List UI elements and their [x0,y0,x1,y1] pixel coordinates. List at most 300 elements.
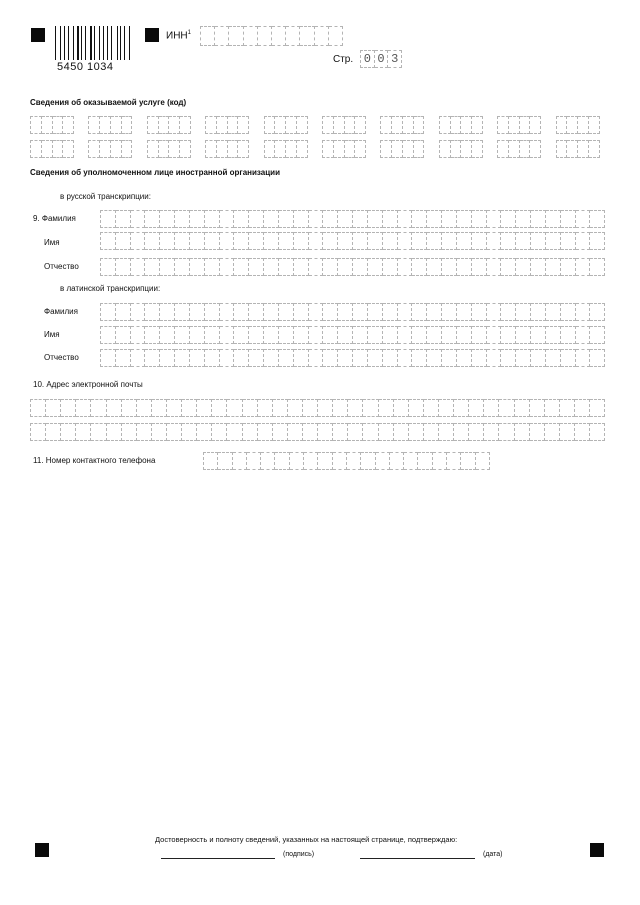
surname-ru-input-line-2[interactable] [100,232,605,250]
service-code-cell[interactable] [509,116,520,134]
service-code-cell[interactable] [217,140,228,158]
email-char-cell[interactable] [469,423,484,441]
email-char-cell[interactable] [590,423,605,441]
service-code-cell[interactable] [297,140,308,158]
name-char-cell[interactable] [546,258,561,276]
email-char-cell[interactable] [288,399,303,417]
name-char-cell[interactable] [353,303,368,321]
name-char-cell[interactable] [338,326,353,344]
name-char-cell[interactable] [100,258,116,276]
inn-cell[interactable] [286,26,300,46]
email-char-cell[interactable] [152,423,167,441]
name-char-cell[interactable] [398,303,413,321]
name-char-cell[interactable] [205,210,220,228]
service-code-group[interactable] [147,140,191,158]
phone-char-cell[interactable] [261,452,275,470]
email-char-cell[interactable] [122,423,137,441]
service-code-group[interactable] [322,140,366,158]
service-code-cell[interactable] [403,116,414,134]
service-code-cell[interactable] [205,140,217,158]
name-char-cell[interactable] [249,326,264,344]
service-code-cell[interactable] [275,140,286,158]
name-char-cell[interactable] [145,303,160,321]
service-code-cell[interactable] [509,140,520,158]
email-char-cell[interactable] [348,423,363,441]
inn-cell[interactable] [229,26,243,46]
name-char-cell[interactable] [353,210,368,228]
name-char-cell[interactable] [279,210,294,228]
email-char-cell[interactable] [499,399,514,417]
name-char-cell[interactable] [442,210,457,228]
name-char-cell[interactable] [472,326,487,344]
email-char-cell[interactable] [560,399,575,417]
name-char-cell[interactable] [205,326,220,344]
email-char-cell[interactable] [545,423,560,441]
service-code-cell[interactable] [414,140,425,158]
name-char-cell[interactable] [516,326,531,344]
email-char-cell[interactable] [258,399,273,417]
patronymic-lat-input[interactable] [100,349,605,367]
name-char-cell[interactable] [338,210,353,228]
email-char-cell[interactable] [91,399,106,417]
email-char-cell[interactable] [61,399,76,417]
name-char-cell[interactable] [220,349,235,367]
name-lat-input[interactable] [100,326,605,344]
email-char-cell[interactable] [303,399,318,417]
service-code-cell[interactable] [147,140,159,158]
surname-ru-input[interactable] [100,210,605,228]
name-char-cell[interactable] [294,210,309,228]
service-code-cell[interactable] [439,140,451,158]
service-code-cell[interactable] [392,116,403,134]
name-char-cell[interactable] [561,210,576,228]
name-char-cell[interactable] [116,349,131,367]
name-char-cell[interactable] [100,303,116,321]
email-char-cell[interactable] [76,399,91,417]
email-char-cell[interactable] [575,399,590,417]
name-char-cell[interactable] [249,232,264,250]
service-code-cell[interactable] [322,140,334,158]
name-char-cell[interactable] [383,303,398,321]
email-char-cell[interactable] [424,399,439,417]
name-char-cell[interactable] [131,210,146,228]
name-char-cell[interactable] [160,349,175,367]
email-char-cell[interactable] [46,423,61,441]
name-char-cell[interactable] [294,303,309,321]
service-code-cell[interactable] [556,116,568,134]
service-code-cell[interactable] [42,140,53,158]
name-char-cell[interactable] [205,258,220,276]
name-char-cell[interactable] [590,258,605,276]
email-char-cell[interactable] [575,423,590,441]
phone-char-cell[interactable] [247,452,261,470]
name-char-cell[interactable] [561,303,576,321]
email-char-cell[interactable] [515,399,530,417]
name-char-cell[interactable] [160,303,175,321]
name-char-cell[interactable] [338,232,353,250]
name-char-cell[interactable] [590,349,605,367]
service-code-cell[interactable] [286,116,297,134]
service-code-cell[interactable] [380,116,392,134]
inn-cell[interactable] [300,26,314,46]
service-code-cell[interactable] [63,116,74,134]
service-code-cell[interactable] [264,140,276,158]
name-char-cell[interactable] [516,210,531,228]
name-char-cell[interactable] [190,326,205,344]
email-char-cell[interactable] [182,423,197,441]
service-code-cell[interactable] [297,116,308,134]
name-char-cell[interactable] [590,326,605,344]
name-char-cell[interactable] [100,232,116,250]
name-char-cell[interactable] [116,210,131,228]
service-code-group[interactable] [147,116,191,134]
name-char-cell[interactable] [234,258,249,276]
name-char-cell[interactable] [412,210,427,228]
name-char-cell[interactable] [561,258,576,276]
service-code-cell[interactable] [403,140,414,158]
name-char-cell[interactable] [145,349,160,367]
name-char-cell[interactable] [205,349,220,367]
inn-cell[interactable] [272,26,286,46]
name-char-cell[interactable] [220,258,235,276]
name-char-cell[interactable] [472,210,487,228]
service-code-cell[interactable] [461,116,472,134]
name-char-cell[interactable] [590,303,605,321]
service-code-cell[interactable] [111,140,122,158]
email-char-cell[interactable] [46,399,61,417]
name-char-cell[interactable] [264,349,279,367]
name-char-cell[interactable] [398,258,413,276]
name-char-cell[interactable] [309,349,324,367]
name-char-cell[interactable] [516,258,531,276]
email-char-cell[interactable] [318,423,333,441]
phone-char-cell[interactable] [233,452,247,470]
name-char-cell[interactable] [383,232,398,250]
service-code-cell[interactable] [53,140,64,158]
name-char-cell[interactable] [249,303,264,321]
name-char-cell[interactable] [457,210,472,228]
service-code-cell[interactable] [589,140,600,158]
service-code-cell[interactable] [589,116,600,134]
email-char-cell[interactable] [273,423,288,441]
service-code-group[interactable] [205,116,249,134]
name-char-cell[interactable] [175,258,190,276]
service-code-group[interactable] [556,116,600,134]
name-char-cell[interactable] [412,258,427,276]
service-code-cell[interactable] [217,116,228,134]
email-char-cell[interactable] [560,423,575,441]
name-char-cell[interactable] [501,326,516,344]
name-char-cell[interactable] [249,258,264,276]
name-char-cell[interactable] [116,232,131,250]
name-char-cell[interactable] [145,326,160,344]
name-char-cell[interactable] [323,326,338,344]
phone-char-cell[interactable] [275,452,289,470]
name-char-cell[interactable] [190,303,205,321]
name-char-cell[interactable] [116,258,131,276]
service-code-cell[interactable] [578,116,589,134]
name-char-cell[interactable] [457,349,472,367]
name-char-cell[interactable] [516,349,531,367]
patronymic-ru-input[interactable] [100,258,605,276]
email-char-cell[interactable] [590,399,605,417]
service-code-group[interactable] [439,116,483,134]
inn-cell[interactable] [200,26,215,46]
service-code-group[interactable] [30,140,74,158]
email-char-cell[interactable] [273,399,288,417]
name-char-cell[interactable] [294,232,309,250]
name-char-cell[interactable] [309,210,324,228]
service-code-cell[interactable] [88,140,100,158]
name-char-cell[interactable] [576,210,591,228]
email-char-cell[interactable] [515,423,530,441]
name-char-cell[interactable] [131,349,146,367]
name-char-cell[interactable] [531,258,546,276]
name-char-cell[interactable] [309,303,324,321]
name-char-cell[interactable] [516,303,531,321]
name-char-cell[interactable] [427,303,442,321]
name-char-cell[interactable] [457,326,472,344]
name-char-cell[interactable] [234,303,249,321]
service-code-cell[interactable] [520,140,531,158]
phone-char-cell[interactable] [476,452,490,470]
name-char-cell[interactable] [323,349,338,367]
name-char-cell[interactable] [472,303,487,321]
name-char-cell[interactable] [590,210,605,228]
service-code-cell[interactable] [334,140,345,158]
phone-char-cell[interactable] [461,452,475,470]
email-char-cell[interactable] [363,423,378,441]
service-code-cell[interactable] [53,116,64,134]
service-code-cell[interactable] [567,140,578,158]
name-char-cell[interactable] [338,258,353,276]
name-char-cell[interactable] [131,326,146,344]
email-char-cell[interactable] [137,399,152,417]
email-char-cell[interactable] [439,423,454,441]
email-char-cell[interactable] [333,423,348,441]
service-code-group[interactable] [556,140,600,158]
email-char-cell[interactable] [469,399,484,417]
email-char-cell[interactable] [545,399,560,417]
name-char-cell[interactable] [234,210,249,228]
service-code-cell[interactable] [472,116,483,134]
name-char-cell[interactable] [442,326,457,344]
name-char-cell[interactable] [383,210,398,228]
email-char-cell[interactable] [227,399,242,417]
service-code-cell[interactable] [451,140,462,158]
email-char-cell[interactable] [243,423,258,441]
name-char-cell[interactable] [131,258,146,276]
email-char-cell[interactable] [333,399,348,417]
email-char-cell[interactable] [122,399,137,417]
service-code-cell[interactable] [392,140,403,158]
service-code-cell[interactable] [414,116,425,134]
inn-input[interactable] [200,26,343,46]
email-char-cell[interactable] [530,399,545,417]
name-char-cell[interactable] [472,258,487,276]
service-code-cell[interactable] [286,140,297,158]
name-char-cell[interactable] [175,349,190,367]
name-char-cell[interactable] [234,326,249,344]
inn-cell[interactable] [244,26,258,46]
service-code-cell[interactable] [530,116,541,134]
service-code-cell[interactable] [63,140,74,158]
service-code-cell[interactable] [520,116,531,134]
email-char-cell[interactable] [107,423,122,441]
email-char-cell[interactable] [409,423,424,441]
phone-char-cell[interactable] [390,452,404,470]
email-char-cell[interactable] [152,399,167,417]
name-char-cell[interactable] [264,303,279,321]
name-char-cell[interactable] [160,326,175,344]
name-char-cell[interactable] [531,232,546,250]
name-char-cell[interactable] [531,349,546,367]
email-char-cell[interactable] [76,423,91,441]
name-char-cell[interactable] [487,232,502,250]
email-char-cell[interactable] [167,399,182,417]
service-code-cell[interactable] [578,140,589,158]
name-char-cell[interactable] [279,258,294,276]
name-char-cell[interactable] [294,258,309,276]
service-code-cell[interactable] [180,116,191,134]
service-code-cell[interactable] [567,116,578,134]
name-char-cell[interactable] [576,326,591,344]
name-char-cell[interactable] [160,258,175,276]
name-char-cell[interactable] [279,326,294,344]
name-char-cell[interactable] [294,349,309,367]
phone-char-cell[interactable] [318,452,332,470]
service-code-cell[interactable] [334,116,345,134]
name-char-cell[interactable] [546,232,561,250]
service-code-cell[interactable] [169,116,180,134]
email-char-cell[interactable] [499,423,514,441]
email-char-cell[interactable] [30,399,46,417]
email-char-cell[interactable] [197,399,212,417]
name-char-cell[interactable] [501,210,516,228]
name-char-cell[interactable] [175,232,190,250]
name-char-cell[interactable] [323,210,338,228]
service-code-cell[interactable] [159,140,170,158]
name-char-cell[interactable] [353,258,368,276]
name-char-cell[interactable] [472,232,487,250]
name-char-cell[interactable] [131,303,146,321]
date-line[interactable] [360,858,475,859]
name-char-cell[interactable] [412,349,427,367]
email-char-cell[interactable] [394,423,409,441]
service-code-group[interactable] [88,140,132,158]
name-char-cell[interactable] [412,326,427,344]
name-char-cell[interactable] [412,232,427,250]
name-char-cell[interactable] [220,303,235,321]
name-char-cell[interactable] [561,232,576,250]
phone-char-cell[interactable] [333,452,347,470]
phone-char-cell[interactable] [404,452,418,470]
name-char-cell[interactable] [279,303,294,321]
name-char-cell[interactable] [309,326,324,344]
service-code-cell[interactable] [497,140,509,158]
email-input-line-2[interactable] [30,423,605,441]
email-char-cell[interactable] [409,399,424,417]
name-char-cell[interactable] [457,258,472,276]
email-char-cell[interactable] [137,423,152,441]
name-char-cell[interactable] [561,326,576,344]
name-char-cell[interactable] [576,349,591,367]
service-code-cell[interactable] [111,116,122,134]
name-char-cell[interactable] [264,326,279,344]
phone-char-cell[interactable] [418,452,432,470]
phone-char-cell[interactable] [304,452,318,470]
phone-char-cell[interactable] [347,452,361,470]
service-code-cell[interactable] [439,116,451,134]
inn-cell[interactable] [329,26,343,46]
name-char-cell[interactable] [190,349,205,367]
name-char-cell[interactable] [279,232,294,250]
email-char-cell[interactable] [484,423,499,441]
service-code-cell[interactable] [556,140,568,158]
name-char-cell[interactable] [442,349,457,367]
name-char-cell[interactable] [487,258,502,276]
name-char-cell[interactable] [457,303,472,321]
name-char-cell[interactable] [487,303,502,321]
service-code-cell[interactable] [472,140,483,158]
service-code-cell[interactable] [159,116,170,134]
name-char-cell[interactable] [487,210,502,228]
name-char-cell[interactable] [323,303,338,321]
service-code-cell[interactable] [30,140,42,158]
service-code-cell[interactable] [228,116,239,134]
email-char-cell[interactable] [91,423,106,441]
name-char-cell[interactable] [190,210,205,228]
email-char-cell[interactable] [484,399,499,417]
name-char-cell[interactable] [338,349,353,367]
name-char-cell[interactable] [412,303,427,321]
name-char-cell[interactable] [116,326,131,344]
service-code-group[interactable] [380,140,424,158]
name-char-cell[interactable] [398,232,413,250]
name-char-cell[interactable] [487,349,502,367]
service-code-group[interactable] [497,116,541,134]
name-char-cell[interactable] [175,210,190,228]
email-char-cell[interactable] [379,399,394,417]
service-code-cell[interactable] [345,116,356,134]
name-char-cell[interactable] [220,210,235,228]
email-char-cell[interactable] [197,423,212,441]
name-char-cell[interactable] [501,303,516,321]
name-char-cell[interactable] [546,303,561,321]
email-char-cell[interactable] [243,399,258,417]
name-char-cell[interactable] [427,210,442,228]
name-char-cell[interactable] [576,258,591,276]
service-code-cell[interactable] [180,140,191,158]
email-char-cell[interactable] [363,399,378,417]
phone-char-cell[interactable] [433,452,447,470]
service-code-cell[interactable] [147,116,159,134]
name-char-cell[interactable] [368,232,383,250]
name-char-cell[interactable] [546,326,561,344]
name-char-cell[interactable] [175,326,190,344]
service-code-group[interactable] [205,140,249,158]
email-char-cell[interactable] [61,423,76,441]
service-code-cell[interactable] [169,140,180,158]
name-char-cell[interactable] [427,232,442,250]
service-code-cell[interactable] [380,140,392,158]
name-char-cell[interactable] [576,232,591,250]
name-char-cell[interactable] [531,210,546,228]
email-char-cell[interactable] [454,423,469,441]
phone-char-cell[interactable] [218,452,232,470]
name-char-cell[interactable] [264,232,279,250]
service-code-cell[interactable] [451,116,462,134]
